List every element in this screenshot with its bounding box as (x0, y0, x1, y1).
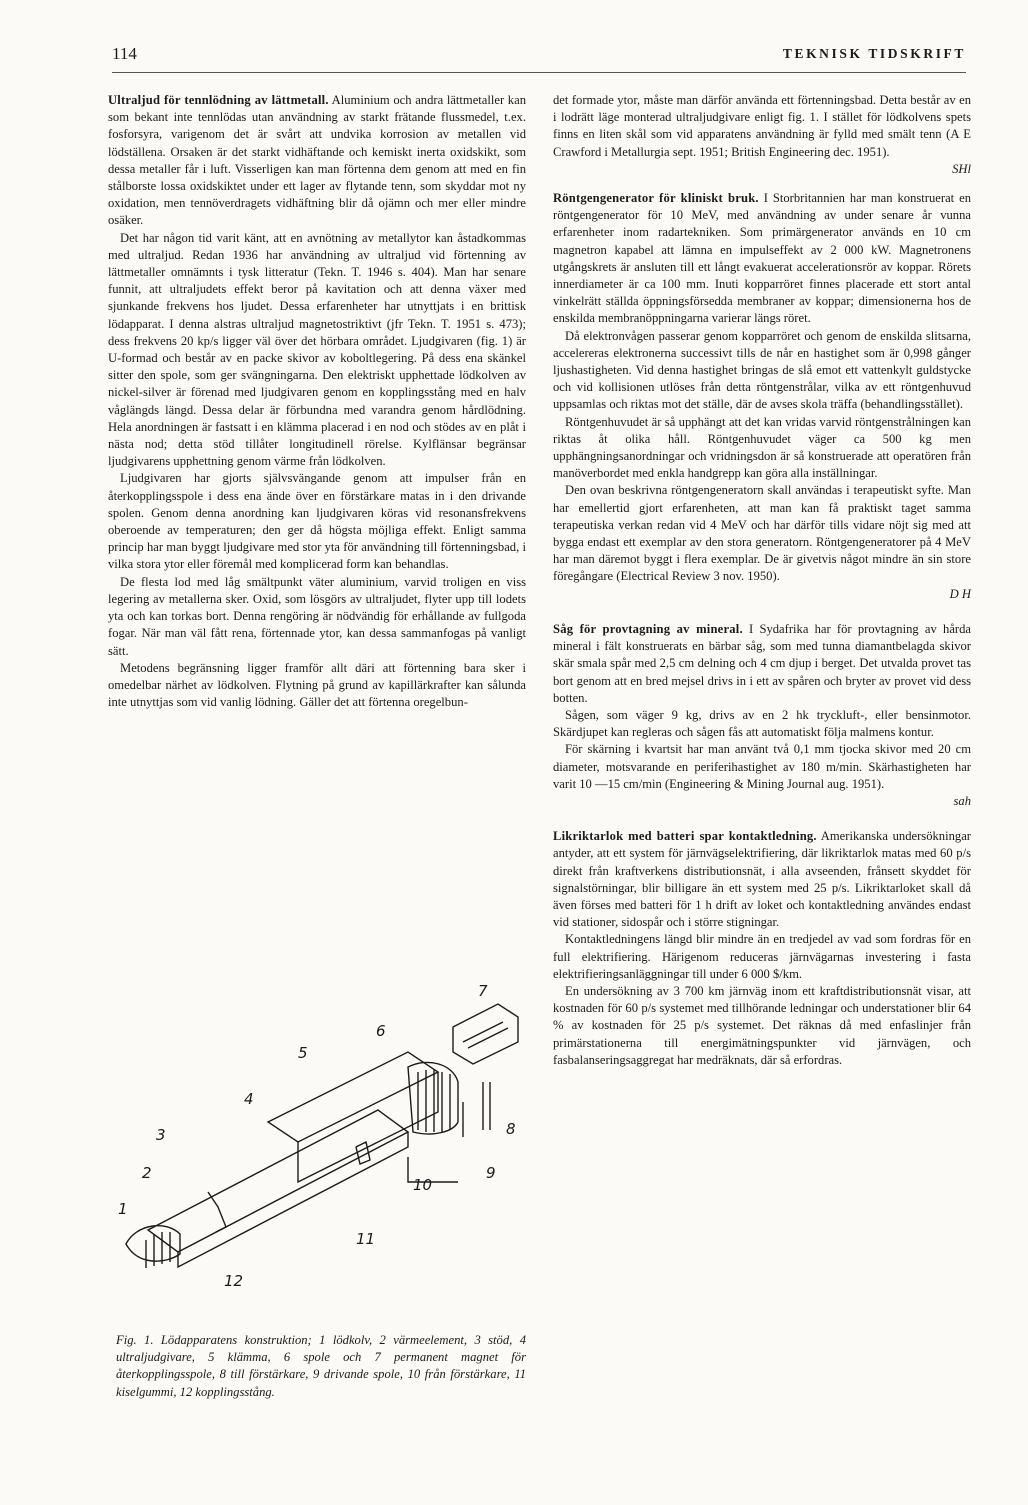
soldering-tip (126, 1226, 180, 1261)
paragraph: Metodens begränsning ligger framför allt däri att förtenning bara sker i omedelbar närhet av lödkolven. Flytning på grund av kapillärkrafter kan sålunda inte utnyttjas som vid vanlig lödning. Gäller det att förtenna oregelbun- (108, 660, 526, 710)
label-7: 7 (478, 982, 488, 1000)
soldering-apparatus-drawing (108, 982, 526, 1327)
paragraph: En undersökning av 3 700 km järnväg inom ett kraftdistributionsnät visar, att kostnaden för 60 p/s systemet med tillhörande ledningar och understationer blir 64 % av kostnaden för 25 p/s systemet. Det räknas då med enfaslinjer från primärstationerna till energimätningspunkter vid järnvägen, och fasbalanseringsaggregat har medräknats, där så erfordras. (553, 983, 971, 1067)
article-title: Ultraljud för tennlödning av lättmetall. (108, 93, 329, 107)
transducer-side (298, 1072, 438, 1182)
paragraph: Ljudgivaren har gjorts självsvängande genom att impulser från en återkopplingsspole i dess ena ände över en förstärkare matas in i den drivande spolen. Genom denna anordning kan ljudgivaren köras vid resonansfrekvens oberoende av temperaturen; den ger då högsta möjliga effekt. Enligt samma princip har man byggt ljudgivare med stor yta för användning till förtenningsbad, i vilka stora ytor eller föremål med komplicerad form kan behandlas. (108, 471, 526, 572)
article-rectifier-locomotive (553, 828, 971, 1069)
page-header (112, 44, 966, 68)
article-mineral-saw (553, 621, 971, 810)
article-ultrasound-intro (108, 92, 526, 230)
journal-title: TEKNISK TIDSKRIFT (782, 46, 966, 61)
paragraph (553, 828, 971, 931)
label-5: 5 (298, 1044, 308, 1062)
left-column (108, 92, 526, 711)
paragraph: Kontaktledningens längd blir mindre än en tredjedel av vad som fordras för en full elektrifiering. Härigenom reduceras järnvägarnas investering i fasta elektrifieringsanläggningar till under 6 000 $/km. (553, 932, 971, 981)
permanent-magnet (453, 1004, 518, 1064)
label-6: 6 (376, 1022, 386, 1040)
figure-soldering-apparatus (108, 982, 526, 1327)
label-2: 2 (142, 1164, 152, 1182)
label-1: 1 (118, 1200, 128, 1218)
output-leads (483, 1082, 490, 1130)
article-ultrasound-continued (553, 92, 971, 178)
feedback-coil (463, 1022, 508, 1048)
label-8: 8 (506, 1120, 516, 1138)
paragraph: Aluminium och andra lättmetaller kan som bekant inte tennlödas utan användning av starkt frätande flussmedel, t.ex. fosforsyra, varigenom det är svårt att undvika korrosion av metallen vid lödställena. Orsaken är det starkt vidhäftande och kemiskt inerta oxidskikt, som dessa metaller får i luft. Visserligen kan man förtenna dem genom att med en fin stålborste lossa oxidskiktet under ett lager av flytande tenn, som skyddar mot ny oxidation, men tennöverdragets vidhäftning blir då ojämn och mer eller mindre osäker. (108, 93, 526, 228)
label-4: 4 (244, 1090, 254, 1108)
silicone-rubber (356, 1142, 370, 1164)
paragraph: De flesta lod med låg smältpunkt väter aluminium, varvid troligen en viss legering av metallerna sker. Oxid, som lösgörs av ultraljudet, flyter upp till lodets yta och kan torkas bort. Denna rengöring är nödvändig för erhållande av fullgoda fogar. När man väl fått rena, förtennade ytor, kan dessa sammanfogas på vanligt sätt. (108, 574, 526, 658)
paragraph (553, 621, 971, 707)
paragraph (553, 190, 971, 328)
label-12: 12 (224, 1272, 244, 1290)
figure-caption: Fig. 1. Lödapparatens konstruktion; 1 lödkolv, 2 värmeelement, 3 stöd, 4 ultraljudgivare, 5 klämma, 6 spole och 7 permanent magnet för återkopplingsspole, 8 till förstärkare, 9 drivande spole, 10 från förstärkare, 11 kiselgummi, 12 kopplingsstång. (116, 1333, 526, 1399)
label-9: 9 (486, 1164, 496, 1182)
figure-labels (118, 982, 516, 1290)
paragraph-text: Amerikanska undersökningar antyder, att ett system för järnvägselektrifiering, där likriktarlok matas med 60 p/s direkt från kraftverkens distributionsnät, i alla avseenden, frånsett skyddet för signalstörningar, blir billigare än ett system med 25 p/s. Likriktarloket skall då även förses med batteri för 1 h drift av loket och kontaktledning användes endast vid stationer, sidospår och i större stigningar. (553, 829, 971, 930)
paragraph: Då elektronvågen passerar genom kopparröret och genom de enskilda slitsarna, accelereras elektronerna successivt tills de når en hastighet som är 0,998 gånger ljushastigheten. Vid denna hastighet bringas de slå emot ett vattenkylt guldstycke och vid kollisionen utlöses från detta röntgenstrålar, vilka av ett röntgenhuvud uppsamlas och riktas mot det ställe, där de avses skola träffa (behandlingsstället). (553, 328, 971, 412)
label-3: 3 (156, 1126, 166, 1144)
paragraph: Det har någon tid varit känt, att en avnötning av metallytor kan åstadkommas med ultraljud. Redan 1936 har användning av ultraljud vid förtenning av lättmetaller omnämnts i tysk litteratur (Tekn. T. 1946 s. 404). Man har senare funnit, att ultraljudets effekt beror på kavitation och att denna växer med sjunkande frekvens hos ljudet. Dessa erfarenheter har utnyttjats i en brittisk lödapparat. I denna alstras ultraljud magnetostriktivt (jfr Tekn. T. 1951 s. 473); dess frekvens 20 kp/s ligger väl över det hörbara området. Ljudgivaren (fig. 1) är U-formad och består av en packe skivor av koboltlegering. På dess ena skänkel sitter den spole, som ger svängningarna. Den elektriskt upphettade lödkolven av nickel-silver är förenad med ljudgivaren genom en kopplingsstång med en halv våglängds längd. Dessa delar är förbundna med varandra genom hårdlödning. Hela anordningen är fastsatt i en klämma placerad i en nod och stödes av en plåt i nästa nod; detta stöd tillåter longitudinell rörelse. Kylflänsar begränsar ljudgivarens upphettning genom värme från lödkolven. (108, 230, 526, 469)
paragraph: För skärning i kvartsit har man använt två 0,1 mm tjocka skivor med 20 cm diameter, motsvarande en periferihastighet av 180 m/min. Skärhastigheten har varit 10 —15 cm/min (Engineering & Mining Journal aug. 1951). (553, 742, 971, 791)
author-signature: sah (953, 793, 971, 808)
paragraph-text: I Storbritannien har man konstruerat en röntgengenerator för 10 MeV, med användning av under senare år vunna erfarenheter inom radartekniken. Som primärgenerator används en 10 cm magnetron kapabel att lämna en impulseffekt av 2 000 kW. Magnetronens utgångskrets är ansluten till ett långt evakuerat accelerationsrör av koppar. Rörets innerdiameter är ca 100 mm. Inuti kopparröret finnes placerade ett stort antal vinkelrätt ställda öppningsförsedda membraner av koppar; dimensionerna hos de enskilda membranöppningarna varierar längs röret. (553, 191, 971, 326)
paragraph-text: I Sydafrika har för provtagning av hårda mineral i fält konstruerats en bärbar såg, som med tunna diamantbelagda skivor skär smala spår med 2,5 cm delning och 4 cm djup i berget. Det utvalda provet tas bort genom att en bred mejsel drivs in i ett av spåren och bryter av provet vid dess botten. (553, 621, 971, 705)
label-10: 10 (413, 1176, 433, 1194)
header-rule (112, 72, 966, 73)
article-title: Röntgengenerator för kliniskt bruk. (553, 191, 759, 206)
author-signature: SHl (952, 161, 971, 176)
author-signature: D H (949, 586, 971, 601)
right-column (553, 92, 971, 1081)
page-number: 114 (112, 44, 137, 63)
paragraph: Röntgenhuvudet är så upphängt att det kan vridas varvid röntgenstrålningen kan riktas åt olika håll. Röntgenhuvudet väger ca 500 kg men upphängningsanordningar och vridningsdon är så konstruerade att operatören från manöverbordet med enkla handgrepp kan göra alla inställningar. (553, 414, 971, 481)
label-11: 11 (356, 1230, 376, 1248)
article-title: Såg för provtagning av mineral. (553, 621, 743, 636)
paragraph: det formade ytor, måste man därför använda ett förtenningsbad. Detta består av en i lodrätt läge monterad ultraljudgivare enligt fig. 1. I stället för lödkolvens spets finns en liten skål som vid apparatens användning är fylld med smält tenn (A E Crawford i Metallurgia sept. 1951; British Engineering dec. 1951). (553, 93, 971, 159)
article-title: Likriktarlok med batteri spar kontaktledning. (553, 829, 817, 844)
article-xray-generator (553, 190, 971, 603)
paragraph: Den ovan beskrivna röntgengeneratorn skall användas i terapeutiskt syfte. Man har emellertid gjort erfarenheten, att man kan få praktiskt taget samma terapeutiska verkan redan vid 4 MeV och har därför tills vidare nöjt sig med att bygga endast ett exemplar av den stora generatorn. Röntgengeneratorer på 4 MeV har man däremot byggt i flera exemplar. De är givetvis något mindre än sin store föregångare (Electrical Review 3 nov. 1950). (553, 483, 971, 584)
paragraph: Sågen, som väger 9 kg, drivs av en 2 hk tryckluft-, eller bensinmotor. Skärdjupet kan regleras och sågen fås att automatiskt följa malmens kontur. (553, 707, 971, 740)
